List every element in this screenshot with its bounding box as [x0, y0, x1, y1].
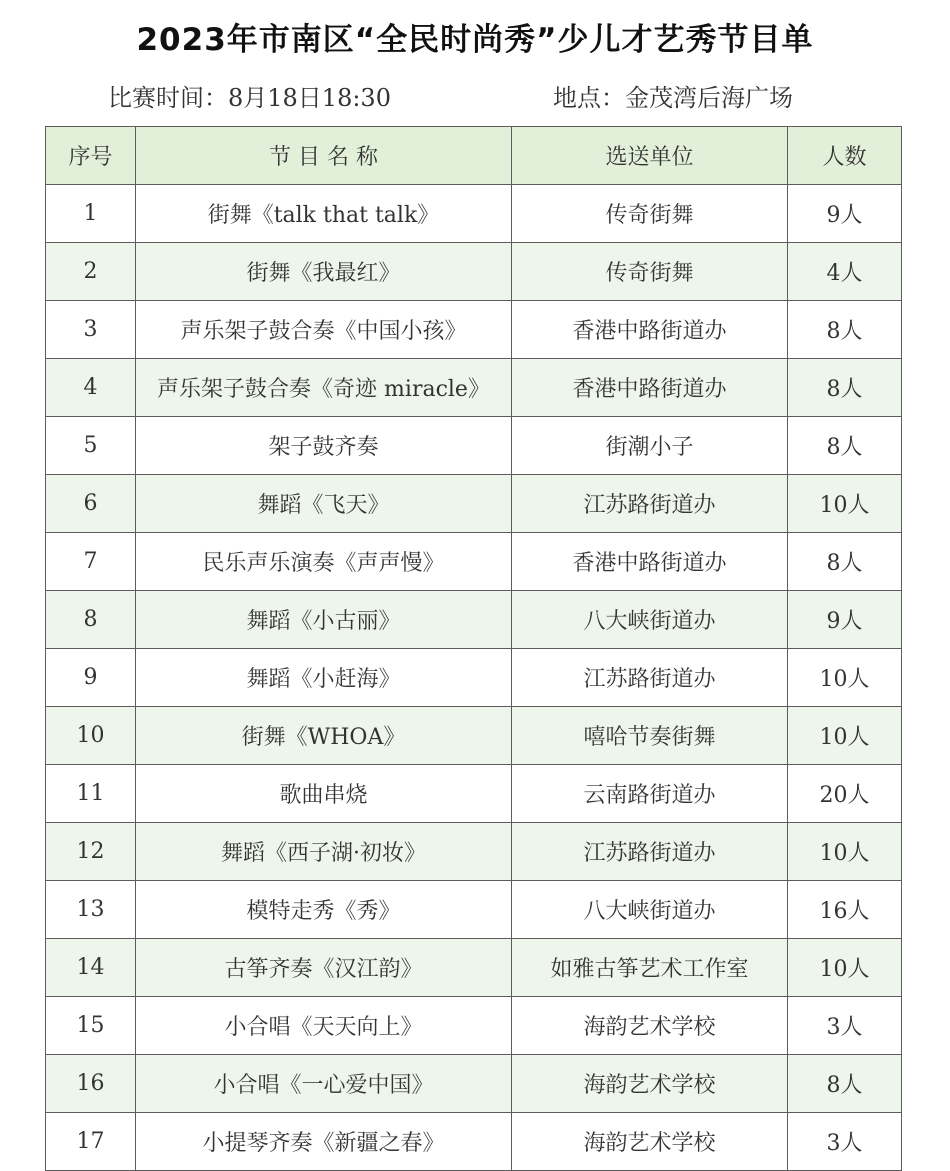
cell-unit: 江苏路街道办 — [512, 823, 788, 881]
table-row — [46, 707, 902, 765]
cell-unit: 八大峡街道办 — [512, 591, 788, 649]
page-title: 2023年市南区“全民时尚秀”少儿才艺秀节目单 — [136, 22, 814, 58]
cell-count: 10人 — [788, 649, 902, 707]
cell-unit: 街潮小子 — [512, 417, 788, 475]
cell-unit: 海韵艺术学校 — [512, 1113, 788, 1171]
cell-program-name: 舞蹈《西子湖·初妆》 — [136, 823, 512, 881]
table-row — [46, 765, 902, 823]
cell-count: 10人 — [788, 475, 902, 533]
cell-count: 20人 — [788, 765, 902, 823]
program-table — [45, 126, 902, 1171]
cell-number: 2 — [46, 243, 136, 301]
cell-number: 7 — [46, 533, 136, 591]
cell-program-name: 舞蹈《飞天》 — [136, 475, 512, 533]
cell-number: 17 — [46, 1113, 136, 1171]
cell-program-name: 歌曲串烧 — [136, 765, 512, 823]
cell-program-name: 街舞《talk that talk》 — [136, 185, 512, 243]
cell-number: 5 — [46, 417, 136, 475]
cell-number: 15 — [46, 997, 136, 1055]
cell-number: 14 — [46, 939, 136, 997]
cell-unit: 香港中路街道办 — [512, 301, 788, 359]
table-row — [46, 939, 902, 997]
table-row — [46, 881, 902, 939]
cell-program-name: 古筝齐奏《汉江韵》 — [136, 939, 512, 997]
cell-unit: 嘻哈节奏街舞 — [512, 707, 788, 765]
cell-program-name: 模特走秀《秀》 — [136, 881, 512, 939]
cell-program-name: 小提琴齐奏《新疆之春》 — [136, 1113, 512, 1171]
cell-program-name: 架子鼓齐奏 — [136, 417, 512, 475]
table-row — [46, 475, 902, 533]
cell-number: 8 — [46, 591, 136, 649]
cell-unit: 江苏路街道办 — [512, 475, 788, 533]
cell-program-name: 小合唱《天天向上》 — [136, 997, 512, 1055]
cell-count: 16人 — [788, 881, 902, 939]
table-row — [46, 591, 902, 649]
cell-unit: 云南路街道办 — [512, 765, 788, 823]
cell-unit: 如雅古筝艺术工作室 — [512, 939, 788, 997]
table-row — [46, 1113, 902, 1171]
cell-unit: 海韵艺术学校 — [512, 1055, 788, 1113]
cell-count: 9人 — [788, 185, 902, 243]
table-row — [46, 533, 902, 591]
cell-unit: 香港中路街道办 — [512, 359, 788, 417]
cell-number: 12 — [46, 823, 136, 881]
cell-number: 13 — [46, 881, 136, 939]
cell-count: 3人 — [788, 997, 902, 1055]
cell-program-name: 街舞《WHOA》 — [136, 707, 512, 765]
cell-number: 11 — [46, 765, 136, 823]
column-header-unit: 选送单位 — [512, 127, 788, 185]
cell-program-name: 小合唱《一心爱中国》 — [136, 1055, 512, 1113]
cell-unit: 传奇街舞 — [512, 243, 788, 301]
table-row — [46, 1055, 902, 1113]
cell-count: 10人 — [788, 823, 902, 881]
table-row — [46, 823, 902, 881]
cell-program-name: 民乐声乐演奏《声声慢》 — [136, 533, 512, 591]
column-header-program: 节 目 名 称 — [136, 127, 512, 185]
cell-count: 9人 — [788, 591, 902, 649]
cell-number: 3 — [46, 301, 136, 359]
cell-count: 3人 — [788, 1113, 902, 1171]
cell-count: 10人 — [788, 939, 902, 997]
cell-program-name: 街舞《我最红》 — [136, 243, 512, 301]
cell-count: 8人 — [788, 301, 902, 359]
column-header-count: 人数 — [788, 127, 902, 185]
cell-number: 10 — [46, 707, 136, 765]
cell-unit: 传奇街舞 — [512, 185, 788, 243]
cell-number: 1 — [46, 185, 136, 243]
cell-program-name: 舞蹈《小赶海》 — [136, 649, 512, 707]
table-row — [46, 997, 902, 1055]
event-location: 地点：金茂湾后海广场 — [553, 84, 793, 112]
cell-count: 10人 — [788, 707, 902, 765]
event-time: 比赛时间：8月18日18:30 — [108, 84, 391, 112]
table-row — [46, 359, 902, 417]
cell-number: 9 — [46, 649, 136, 707]
table-header-row — [46, 127, 902, 185]
cell-count: 8人 — [788, 1055, 902, 1113]
cell-unit: 江苏路街道办 — [512, 649, 788, 707]
table-row — [46, 185, 902, 243]
table-row — [46, 301, 902, 359]
table-row — [46, 417, 902, 475]
table-body — [46, 185, 902, 1171]
cell-number: 6 — [46, 475, 136, 533]
cell-count: 8人 — [788, 417, 902, 475]
column-header-number: 序号 — [46, 127, 136, 185]
table-row — [46, 649, 902, 707]
cell-program-name: 声乐架子鼓合奏《奇迹 miracle》 — [136, 359, 512, 417]
cell-number: 4 — [46, 359, 136, 417]
cell-count: 8人 — [788, 359, 902, 417]
cell-number: 16 — [46, 1055, 136, 1113]
cell-unit: 香港中路街道办 — [512, 533, 788, 591]
cell-program-name: 舞蹈《小古丽》 — [136, 591, 512, 649]
cell-unit: 海韵艺术学校 — [512, 997, 788, 1055]
cell-unit: 八大峡街道办 — [512, 881, 788, 939]
cell-count: 8人 — [788, 533, 902, 591]
table-row — [46, 243, 902, 301]
cell-program-name: 声乐架子鼓合奏《中国小孩》 — [136, 301, 512, 359]
cell-count: 4人 — [788, 243, 902, 301]
